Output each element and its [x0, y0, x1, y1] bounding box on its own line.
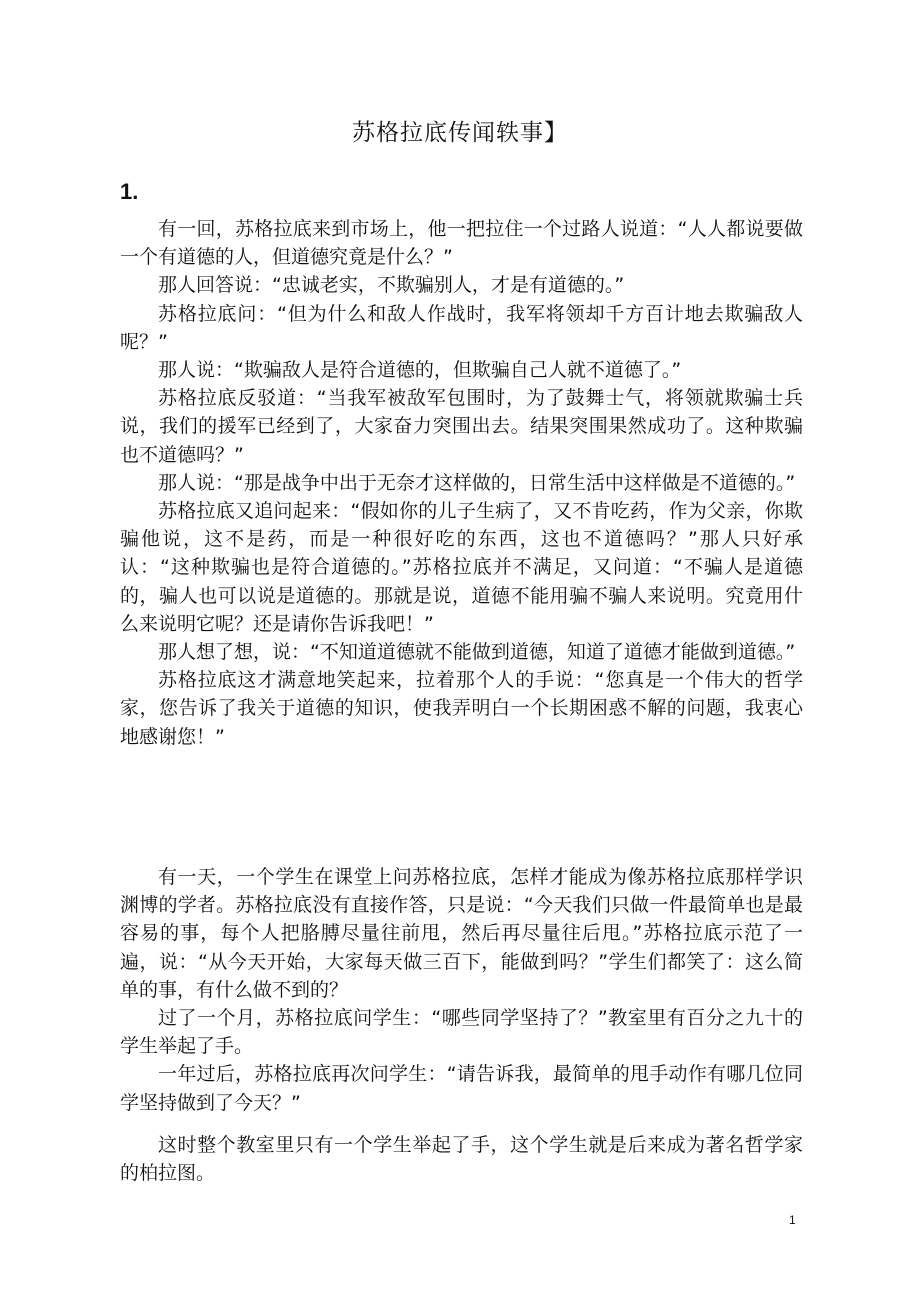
- paragraph: 那人说：“欺骗敌人是符合道德的，但欺骗自己人就不道德了。”: [158, 359, 682, 382]
- paragraph: 苏格拉底问：“但为什么和敌人作战时，我军将领却千方百计地去欺骗敌人呢？”: [120, 302, 803, 353]
- paragraph: 过了一个月，苏格拉底问学生：“哪些同学坚持了？”教室里有百分之九十的学生举起了手。: [120, 1007, 803, 1058]
- document-title: 苏格拉底传闻轶事】: [352, 120, 568, 146]
- section-1-body: [120, 215, 803, 751]
- paragraph: 苏格拉底这才满意地笑起来，拉着那个人的手说：“您真是一个伟大的哲学家，您告诉了我关于道德的知识，使我弄明白一个长期困惑不解的问题，我衷心地感谢您！”: [120, 669, 803, 748]
- paragraph: 那人回答说：“忠诚老实，不欺骗别人，才是有道德的。”: [158, 274, 625, 297]
- paragraph: 有一回，苏格拉底来到市场上，他一把拉住一个过路人说道：“人人都说要做一个有道德的人，但道德究竟是什么？”: [120, 218, 803, 269]
- paragraph: 苏格拉底又追问起来：“假如你的儿子生病了，又不肯吃药，作为父亲，你欺骗他说，这不是药，而是一种很好吃的东西，这也不道德吗？”那人只好承认：“这种欺骗也是符合道德的。”苏格拉底并不满足，又问道：“不骗人是道德的，骗人也可以说是道德的。那就是说，道德不能用骗不骗人来说明。究竟用什么来说明它呢？还是请你告诉我吧！”: [120, 500, 803, 635]
- paragraph: 苏格拉底反驳道：“当我军被敌军包围时，为了鼓舞士气，将领就欺骗士兵说，我们的援军已经到了，大家奋力突围出去。结果突围果然成功了。这种欺骗也不道德吗？”: [120, 387, 803, 466]
- paragraph: 一年过后，苏格拉底再次问学生：“请告诉我，最简单的甩手动作有哪几位同学坚持做到了今天？”: [120, 1063, 803, 1114]
- paragraph: 那人想了想，说：“不知道道德就不能做到道德，知道了道德才能做到道德。”: [158, 641, 796, 664]
- paragraph: 那人说：“那是战争中出于无奈才这样做的，日常生活中这样做是不道德的。”: [158, 471, 796, 494]
- paragraph: 这时整个教室里只有一个学生举起了手，这个学生就是后来成为著名哲学家的柏拉图。: [120, 1133, 803, 1185]
- paragraph: 有一天，一个学生在课堂上问苏格拉底，怎样才能成为像苏格拉底那样学识渊博的学者。苏格拉底没有直接作答，只是说：“今天我们只做一件最简单也是最容易的事，每个人把胳膊尽量往前甩，然后再尽量往后甩。”苏格拉底示范了一遍，说：“从今天开始，大家每天做三百下，能做到吗？”学生们都笑了：这么简单的事，有什么做不到的？: [120, 866, 803, 1001]
- page-number: 1: [789, 1213, 796, 1227]
- section-heading-1: 1.: [120, 179, 139, 204]
- section-2-body: [120, 863, 803, 1187]
